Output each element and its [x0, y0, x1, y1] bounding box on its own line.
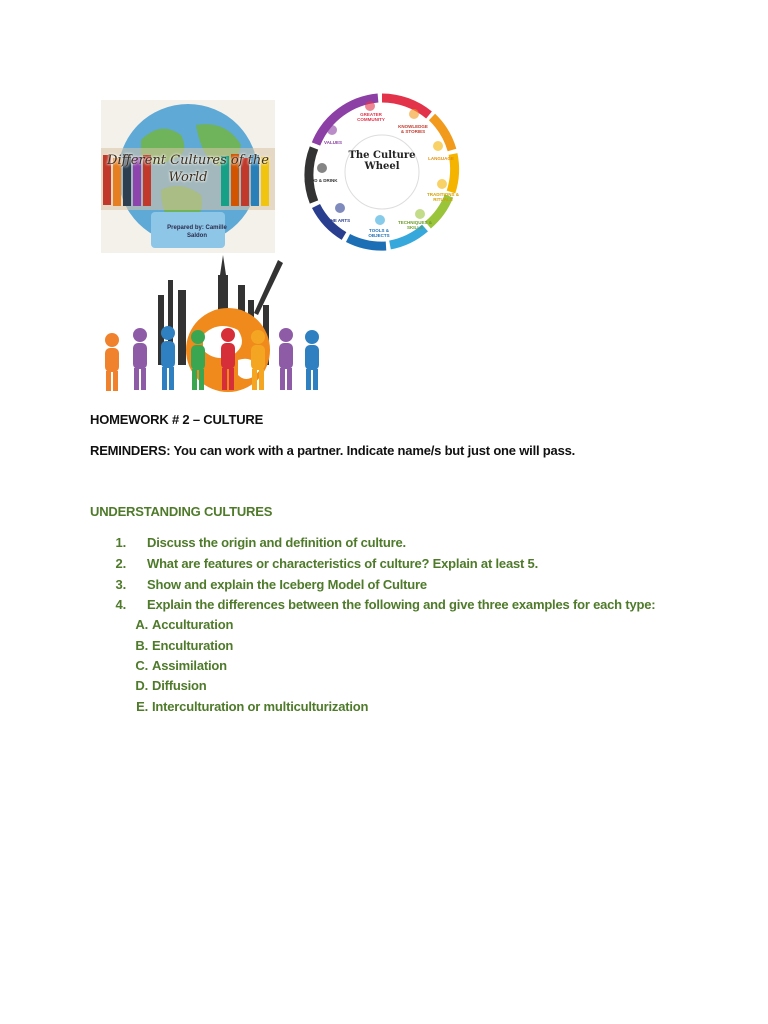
wheel-label: VALUES — [324, 140, 342, 145]
item-text: Diffusion — [152, 678, 207, 693]
item-text: Enculturation — [152, 638, 234, 653]
wheel-label: GREATER COMMUNITY — [357, 112, 385, 122]
homework-title: HOMEWORK # 2 – CULTURE — [90, 412, 264, 427]
item-text: Acculturation — [152, 617, 234, 632]
section-heading: UNDERSTANDING CULTURES — [90, 504, 273, 519]
item-text: Explain the differences between the following and give three examples for each type: — [147, 597, 656, 612]
different-cultures-image — [101, 100, 275, 253]
wheel-label: LANGUAGE — [428, 156, 454, 161]
wheel-label: TECHNIQUES & SKILLS — [398, 220, 433, 230]
item-text: Discuss the origin and definition of culture. — [147, 535, 406, 550]
wheel-label: KNOWLEDGE & STORIES — [398, 124, 428, 134]
wheel-label: THE ARTS — [327, 218, 351, 223]
item-text: What are features or characteristics of culture? Explain at least 5. — [147, 556, 538, 571]
wheel-label: TRADITIONS & RITUALS — [427, 192, 459, 202]
wheel-label: FOOD & DRINK — [304, 178, 338, 183]
item-text: Assimilation — [152, 658, 227, 673]
image-title: Different Cultures of the World — [107, 153, 269, 185]
item-number: 3. — [115, 577, 126, 592]
reminders-text: REMINDERS: You can work with a partner. Indicate name/s but just one will pass. — [90, 443, 576, 458]
people-globe-graphic — [98, 255, 328, 395]
item-letter: E. — [136, 699, 148, 714]
people-globe-image — [98, 255, 328, 395]
item-number: 2. — [115, 556, 126, 571]
culture-wheel-image — [296, 88, 468, 256]
item-letter: C. — [135, 658, 148, 673]
item-number: 1. — [115, 535, 126, 550]
wheel-center-label: The Culture Wheel — [348, 150, 416, 172]
wheel-label: TOOLS & OBJECTS — [368, 228, 390, 238]
item-text: Interculturation or multiculturization — [152, 699, 369, 714]
item-letter: A. — [135, 617, 148, 632]
item-text: Show and explain the Iceberg Model of Culture — [147, 577, 427, 592]
item-number: 4. — [115, 597, 126, 612]
item-letter: B. — [135, 638, 148, 653]
image-credit: Prepared by: Camille Saldon — [167, 225, 227, 239]
item-letter: D. — [135, 678, 148, 693]
